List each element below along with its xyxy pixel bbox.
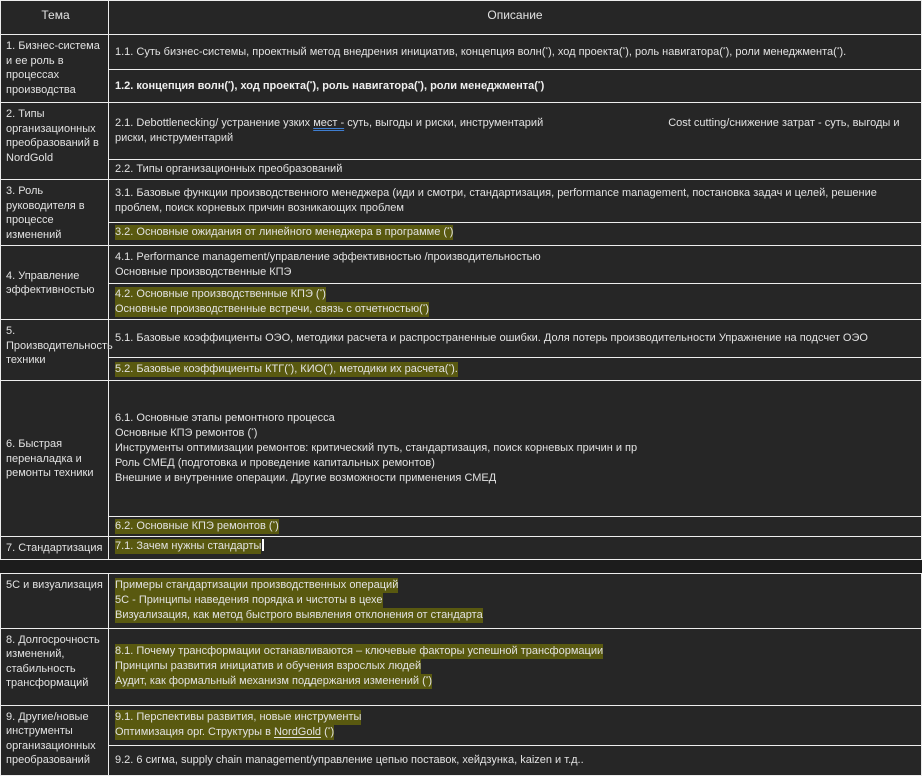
text-segment: 4.2. Основные производственные КПЭ (*) [115, 287, 326, 300]
text-segment: 7.1. Зачем нужны стандарты [115, 540, 262, 552]
text-line [115, 225, 913, 240]
topic-text: 9. Другие/новые инструменты организационных преобразований [6, 710, 96, 766]
text-segment: 6.1. Основные этапы ремонтного процесса [115, 412, 335, 424]
description-cell[interactable] [109, 35, 921, 69]
text-line [115, 331, 913, 346]
table-row [1, 574, 921, 628]
description-cell[interactable] [109, 574, 921, 628]
topic-text: 3. Роль руководителя в процессе изменений [6, 185, 85, 241]
table-header-row [1, 1, 921, 34]
text-line [115, 186, 913, 216]
text-line [115, 116, 913, 146]
description-cell[interactable] [109, 222, 921, 242]
description-cell[interactable] [109, 381, 921, 516]
description-cell[interactable] [109, 320, 921, 357]
text-line [115, 539, 913, 554]
description-cell[interactable] [109, 246, 921, 283]
text-line [115, 608, 913, 623]
topic-text: 4. Управление эффективностью [6, 269, 95, 296]
table-row [1, 628, 921, 705]
description-column [109, 103, 921, 179]
topic-text: 1. Бизнес-система и ее роль в процессах производства [6, 40, 100, 96]
table-row [1, 179, 921, 245]
text-segment: 8.1. Почему трансформации останавливаются – ключевые факторы успешной трансформации [115, 645, 604, 657]
text-segment: Аудит, как формальный механизм поддержания изменений (*) [115, 675, 433, 687]
description-column [109, 320, 921, 380]
table-row [1, 34, 921, 102]
description-column [109, 180, 921, 245]
text-line [115, 456, 913, 471]
text-segment: Основные КПЭ ремонтов (*) [115, 427, 258, 439]
text-segment: (*) [321, 726, 335, 738]
topic-text: 6. Быстрая переналадка и ремонты техники [6, 438, 94, 480]
text-line [115, 250, 913, 265]
topic-text: 5. Производительность техники [6, 325, 113, 366]
topic-cell[interactable] [1, 537, 109, 559]
text-cursor [262, 539, 264, 551]
description-cell[interactable] [109, 159, 921, 179]
topic-cell[interactable] [1, 103, 109, 179]
text-line [115, 593, 913, 608]
text-segment: Принципы развития инициатив и обучения взрослых людей [115, 660, 422, 672]
text-segment: 6.2. Основные КПЭ ремонтов (*) [115, 520, 279, 532]
text-line [115, 519, 913, 534]
text-line [115, 302, 913, 317]
text-segment: 2.1. Debottlenecking/ устранение узких [115, 117, 314, 129]
text-segment: суть, выгоды и риски, инструментарий [344, 117, 544, 129]
text-segment: Инструменты оптимизации ремонтов: критический путь, стандартизация, поиск корневых причин и пр [115, 442, 638, 454]
text-segment: 9.2. 6 сигма, supply chain management/управление цепью поставок, хейдзунка, kaizen и т.д.. [115, 753, 584, 766]
description-column [109, 706, 921, 775]
text-segment: NordGold [273, 726, 322, 738]
description-cell[interactable] [109, 745, 921, 775]
text-segment: Основные производственные встречи, связь с отчетностью(*) [115, 302, 430, 315]
text-segment: 5.2. Базовые коэффициенты КТГ(*), КИО(*), методики их расчета(*). [115, 362, 458, 375]
text-line [115, 710, 913, 725]
text-segment: Внешние и внутренние операции. Другие возможности применения СМЕД [115, 472, 497, 484]
topic-text: 7. Стандартизация [6, 542, 103, 554]
text-segment: Визуализация, как метод быстрого выявления отклонения от стандарта [115, 609, 483, 621]
topic-cell[interactable] [1, 629, 109, 705]
description-cell[interactable] [109, 69, 921, 102]
text-line [115, 287, 913, 302]
text-line [115, 753, 913, 768]
table-row [1, 536, 921, 559]
description-cell[interactable] [109, 357, 921, 380]
topic-text: 5С и визуализация [6, 578, 103, 591]
topic-cell[interactable] [1, 246, 109, 319]
text-segment: Роль СМЕД (подготовка и проведение капитальных ремонтов) [115, 457, 435, 469]
text-line [115, 362, 913, 377]
text-segment: 5С - Принципы наведения порядка и чистоты в цехе [115, 594, 383, 606]
text-line [115, 411, 913, 426]
text-segment: 1.2. концепция волн(*), ход проекта(*), роль навигатора(*), роли менеджмента(*) [115, 79, 545, 92]
description-cell[interactable] [109, 103, 921, 159]
topic-cell[interactable] [1, 706, 109, 775]
text-line [115, 725, 913, 740]
description-cell[interactable] [109, 516, 921, 536]
text-line [115, 471, 913, 486]
description-cell[interactable] [109, 180, 921, 222]
table-row [1, 245, 921, 319]
text-segment: Cost cutting/снижение затрат - суть, выгоды и риски, инструментарий [115, 117, 903, 144]
text-line [115, 441, 913, 456]
description-column [109, 35, 921, 102]
text-segment: 9.1. Перспективы развития, новые инструменты [115, 711, 362, 723]
text-line [115, 79, 913, 94]
column-header-description-label: Описание [487, 8, 543, 22]
text-segment: Оптимизация орг. Структуры в [115, 726, 274, 738]
text-segment: 2.2. Типы организационных преобразований [115, 163, 343, 175]
description-column [109, 629, 921, 705]
course-topics-table-2 [0, 573, 922, 776]
topic-cell[interactable] [1, 320, 113, 380]
topic-text: 2. Типы организационных преобразований в NordGold [6, 108, 99, 164]
description-column [109, 246, 921, 319]
description-cell[interactable] [109, 537, 921, 556]
text-segment: 3.1. Базовые функции производственного менеджера (иди и смотри, стандартизация, performance management, постановка задач и целей, решение проблем, поиск корневых причин возникающих проблем [115, 187, 880, 214]
text-line [115, 644, 913, 659]
description-column [109, 574, 921, 628]
topic-cell[interactable] [1, 381, 109, 536]
text-segment: Примеры стандартизации производственных операций [115, 579, 399, 591]
text-line [115, 674, 913, 689]
table-row [1, 705, 921, 775]
description-cell[interactable] [109, 629, 921, 705]
description-cell[interactable] [109, 283, 921, 319]
table-row [1, 102, 921, 179]
text-line [115, 578, 913, 593]
text-segment: 3.2. Основные ожидания от линейного менеджера в программе (*) [115, 226, 454, 238]
description-column [109, 381, 921, 536]
text-line [115, 162, 913, 177]
description-column [109, 537, 921, 559]
table-row [1, 319, 921, 380]
description-cell[interactable] [109, 706, 921, 745]
column-header-topic-label: Тема [41, 8, 70, 22]
text-segment: Основные производственные КПЭ [115, 265, 292, 278]
text-line [115, 265, 913, 280]
topic-cell[interactable] [1, 574, 109, 628]
text-segment: 5.1. Базовые коэффициенты ОЭО, методики расчета и распространенные ошибки. Доля потерь производительности Упражнение на подсчет ОЭО [115, 332, 868, 344]
column-header-topic[interactable] [1, 1, 109, 34]
text-segment: 4.1. Performance management/управление эффективностью /производительностью [115, 250, 541, 263]
topic-cell[interactable] [1, 180, 109, 245]
text-line [115, 659, 913, 674]
text-segment: 1.1. Суть бизнес-системы, проектный метод внедрения инициатив, концепция волн(*), ход проекта(*), роль навигатора(*), роли менеджмента(*). [115, 45, 847, 58]
text-segment: мест - [313, 117, 345, 129]
text-line [115, 45, 913, 60]
topic-cell[interactable] [1, 35, 109, 102]
table-gap [0, 560, 922, 573]
text-line [115, 426, 913, 441]
column-header-description[interactable] [109, 1, 921, 34]
topic-text: 8. Долгосрочность изменений, стабильность трансформаций [6, 633, 100, 689]
table-row [1, 380, 921, 536]
